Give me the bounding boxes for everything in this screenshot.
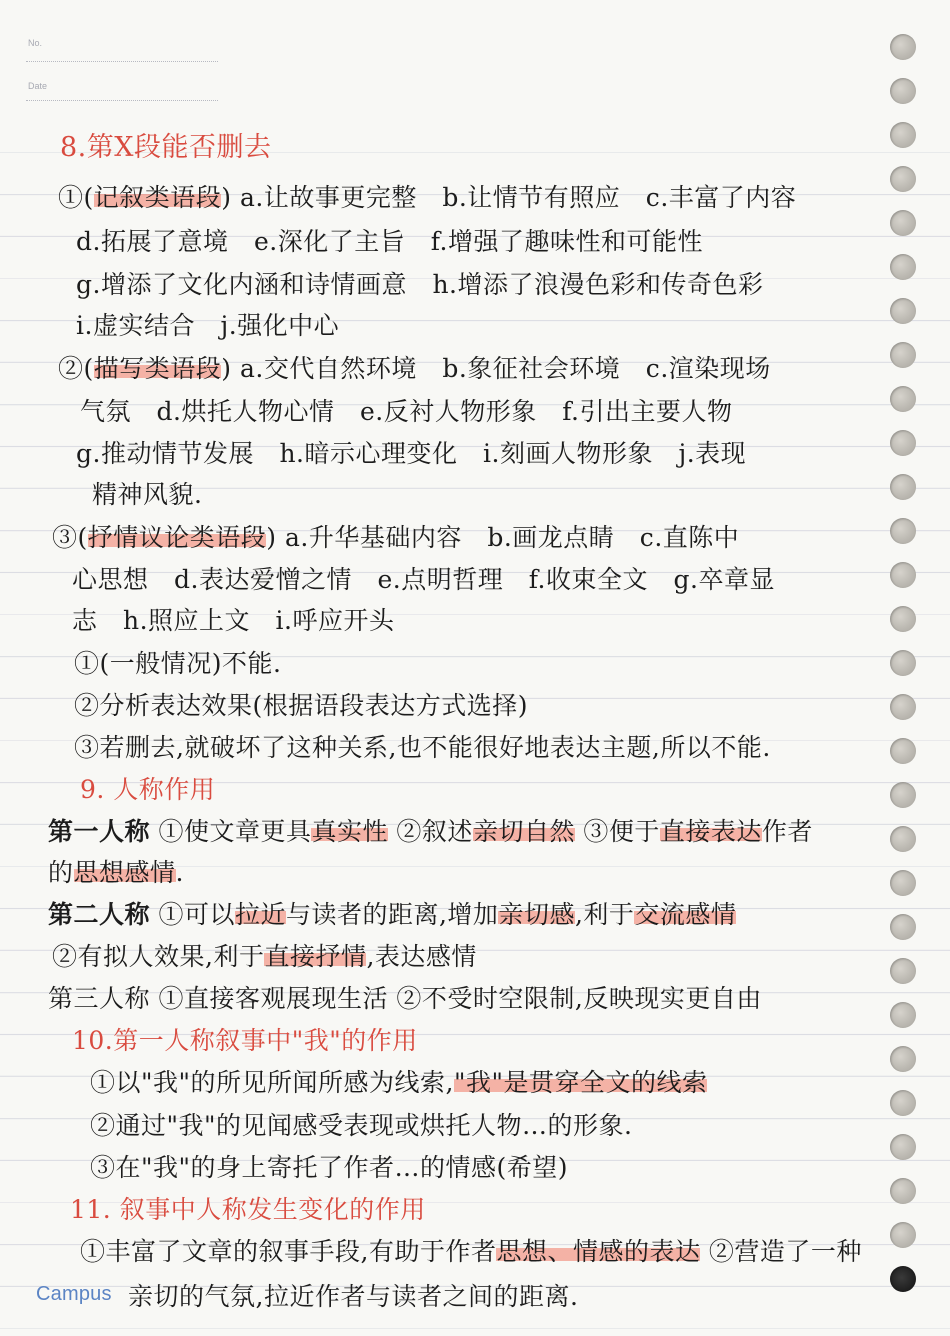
line-text: ①可以 xyxy=(150,900,235,929)
highlight: 交流感情 xyxy=(634,900,737,929)
page-header xyxy=(0,0,950,111)
section-11-line-2: 亲切的气氛,拉近作者与读者之间的距离. xyxy=(128,1282,579,1311)
binder-hole-icon xyxy=(890,870,916,896)
section-11-line-1 xyxy=(80,1235,862,1269)
line-text: ③便于 xyxy=(574,817,660,846)
highlight: 拉近 xyxy=(234,900,286,929)
binder-hole-icon xyxy=(890,34,916,60)
binder-hole-icon xyxy=(890,606,916,632)
date-label: Date xyxy=(28,81,48,91)
date-line xyxy=(26,100,218,101)
binder-hole-icon xyxy=(890,122,916,148)
first-person-line xyxy=(48,815,813,849)
paren-close: ) xyxy=(266,523,277,552)
binder-hole-icon xyxy=(890,78,916,104)
paren-open: ( xyxy=(83,354,94,383)
highlight: 亲切感 xyxy=(498,900,575,929)
highlight: 思想、情感的表达 xyxy=(496,1237,701,1266)
binder-hole-icon xyxy=(890,738,916,764)
section-8-line-10: 心思想 d.表达爱憎之情 e.点明哲理 f.收束全文 g.卒章显 xyxy=(72,565,775,594)
binder-hole-icon xyxy=(890,386,916,412)
item-number: ② xyxy=(58,354,84,383)
line-text: 与读者的距离,增加 xyxy=(285,900,499,929)
binder-hole-icon xyxy=(890,166,916,192)
section-8-line-9 xyxy=(52,521,739,555)
section-8-title: 8.第X段能否删去 xyxy=(60,132,272,163)
binder-hole-icon xyxy=(890,518,916,544)
highlight: 直接抒情 xyxy=(264,942,367,971)
section-8-line-2: d.拓展了意境 e.深化了主旨 f.增强了趣味性和可能性 xyxy=(76,227,704,256)
line-text: ,表达感情 xyxy=(366,942,477,971)
binder-hole-icon xyxy=(890,1090,916,1116)
binder-hole-icon xyxy=(890,958,916,984)
section-8-line-3: g.增添了文化内涵和诗情画意 h.增添了浪漫色彩和传奇色彩 xyxy=(76,270,764,299)
binder-hole-icon xyxy=(890,210,916,236)
section-8-line-14: ③若删去,就破坏了这种关系,也不能很好地表达主题,所以不能. xyxy=(74,733,771,762)
binder-hole-icon xyxy=(890,1134,916,1160)
binder-hole-icon xyxy=(890,826,916,852)
second-person-label: 第二人称 xyxy=(48,900,151,929)
line-text: ①使文章更具 xyxy=(150,817,312,846)
binder-hole-icon xyxy=(890,694,916,720)
section-8-line-5 xyxy=(58,352,771,386)
binder-hole-icon xyxy=(890,1046,916,1072)
binder-hole-icon xyxy=(890,650,916,676)
section-10-title: 10.第一人称叙事中"我"的作用 xyxy=(72,1026,418,1055)
line-text: . xyxy=(175,858,184,887)
section-10-line-1 xyxy=(90,1066,707,1100)
section-11-title: 11. 叙事中人称发生变化的作用 xyxy=(70,1195,426,1224)
paren-open: ( xyxy=(77,523,88,552)
section-8-line-12: ①(一般情况)不能. xyxy=(74,649,282,678)
section-8-line-6: 气氛 d.烘托人物心情 e.反衬人物形象 f.引出主要人物 xyxy=(80,397,733,426)
binder-hole-icon xyxy=(890,430,916,456)
section-9-title: 9. 人称作用 xyxy=(80,775,216,804)
binder-hole-icon xyxy=(890,1002,916,1028)
section-8-line-8: 精神风貌. xyxy=(92,480,203,509)
line-text: ②叙述 xyxy=(387,817,473,846)
section-8-line-11: 志 h.照应上文 i.呼应开头 xyxy=(72,606,395,635)
category-tag: 抒情议论类语段 xyxy=(87,523,267,552)
first-person-line-2 xyxy=(48,856,184,890)
second-person-line xyxy=(48,898,736,932)
no-label: No. xyxy=(28,38,43,48)
highlight: 思想感情 xyxy=(73,858,176,887)
highlight: 直接表达 xyxy=(659,817,762,846)
binder-hole-icon xyxy=(890,562,916,588)
highlight: "我"是贯穿全文的线索 xyxy=(453,1068,708,1097)
paren-close: ) xyxy=(221,354,232,383)
third-person-line: 第三人称 ①直接客观展现生活 ②不受时空限制,反映现实更自由 xyxy=(48,984,762,1013)
binder-hole-icon xyxy=(890,254,916,280)
section-8-line-4: i.虚实结合 j.强化中心 xyxy=(76,311,340,340)
no-line xyxy=(26,61,218,62)
line-text: 的 xyxy=(48,858,74,887)
line-text: a.交代自然环境 b.象征社会环境 c.渲染现场 xyxy=(231,354,771,383)
binder-hole-icon xyxy=(890,1222,916,1248)
paren-close: ) xyxy=(221,183,232,212)
paren-open: ( xyxy=(83,183,94,212)
section-10-line-3: ③在"我"的身上寄托了作者…的情感(希望) xyxy=(90,1153,569,1182)
section-8-line-13: ②分析表达效果(根据语段表达方式选择) xyxy=(74,691,529,720)
highlight: 亲切自然 xyxy=(472,817,575,846)
category-tag: 描写类语段 xyxy=(93,354,222,383)
second-person-line-2 xyxy=(52,940,477,974)
binder-hole-icon xyxy=(890,782,916,808)
campus-logo: Campus xyxy=(36,1283,112,1305)
binder-hole-icon xyxy=(890,298,916,324)
section-10-line-2: ②通过"我"的见闻感受表现或烘托人物…的形象. xyxy=(90,1111,633,1140)
line-text: ①以"我"的所见所闻所感为线索, xyxy=(90,1068,454,1097)
binder-hole-icon xyxy=(890,342,916,368)
line-text: ②有拟人效果,利于 xyxy=(52,942,265,971)
line-text: 作者 xyxy=(761,817,813,846)
binder-holes xyxy=(880,0,950,1336)
line-text: ①丰富了文章的叙事手段,有助于作者 xyxy=(80,1237,497,1266)
section-8-line-1 xyxy=(58,181,796,215)
binder-hole-icon xyxy=(890,1266,916,1292)
binder-hole-icon xyxy=(890,474,916,500)
line-text: ,利于 xyxy=(574,900,635,929)
first-person-label: 第一人称 xyxy=(48,817,151,846)
line-text: a.让故事更完整 b.让情节有照应 c.丰富了内容 xyxy=(231,183,797,212)
section-8-line-7: g.推动情节发展 h.暗示心理变化 i.刻画人物形象 j.表现 xyxy=(76,439,747,468)
item-number: ① xyxy=(58,183,84,212)
category-tag: 记叙类语段 xyxy=(93,183,222,212)
item-number: ③ xyxy=(52,523,78,552)
highlight: 真实性 xyxy=(311,817,388,846)
binder-hole-icon xyxy=(890,1178,916,1204)
binder-hole-icon xyxy=(890,914,916,940)
line-text: ②营造了一种 xyxy=(700,1237,862,1266)
line-text: a.升华基础内容 b.画龙点睛 c.直陈中 xyxy=(276,523,740,552)
